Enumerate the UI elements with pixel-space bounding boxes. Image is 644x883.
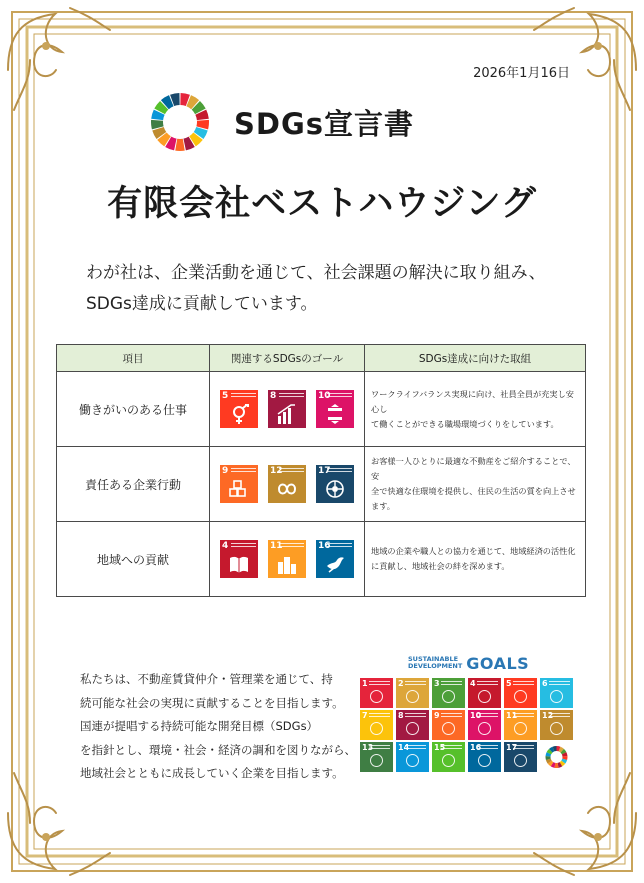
sdg-goal-number: 10 bbox=[318, 391, 331, 401]
poster-goal-12-tile bbox=[540, 710, 573, 740]
desc-line: 全で快適な住環境を提供し、住民の生活の質を向上させ bbox=[371, 486, 576, 496]
poster-goal-10-tile bbox=[468, 710, 501, 740]
sdg-goal-number: 16 bbox=[318, 541, 331, 551]
goal-caption-lines bbox=[369, 681, 390, 685]
poster-goal-number: 1 bbox=[362, 679, 368, 688]
row-item-label: 地域への貢献 bbox=[57, 522, 210, 597]
goal-caption-lines bbox=[477, 713, 498, 717]
poster-goal-number: 15 bbox=[434, 743, 446, 752]
goal-caption-lines bbox=[279, 543, 304, 547]
infinity-icon bbox=[277, 479, 297, 499]
goal-caption-lines bbox=[405, 713, 426, 717]
goal-pictogram-icon bbox=[442, 690, 455, 703]
header-item: 項目 bbox=[57, 345, 210, 372]
goal-caption-lines bbox=[369, 745, 390, 749]
row-item-label: 働きがいのある仕事 bbox=[57, 372, 210, 447]
sdgs-goals-table bbox=[56, 344, 586, 597]
goal-pictogram-icon bbox=[370, 690, 383, 703]
poster-goal-number: 17 bbox=[506, 743, 518, 752]
wheel-segment bbox=[175, 139, 185, 151]
table-header-row bbox=[57, 345, 586, 372]
poster-goal-number: 11 bbox=[506, 711, 518, 720]
row-goal-icons bbox=[210, 372, 365, 447]
poster-goal-13-tile bbox=[360, 742, 393, 772]
goal-caption-lines bbox=[231, 468, 256, 472]
goal-caption-lines bbox=[513, 681, 534, 685]
row-description bbox=[365, 372, 586, 447]
poster-goal-15-tile bbox=[432, 742, 465, 772]
industry-innovation-icon bbox=[229, 479, 249, 499]
goal-caption-lines bbox=[441, 745, 462, 749]
poster-goal-number: 3 bbox=[434, 679, 440, 688]
sdg-goal-number: 12 bbox=[270, 466, 283, 476]
goal-pictogram-icon bbox=[478, 690, 491, 703]
poster-goal-5-tile bbox=[504, 678, 537, 708]
row-description bbox=[365, 522, 586, 597]
poster-goal-11-tile bbox=[504, 710, 537, 740]
reduced-inequality-icon bbox=[325, 404, 345, 424]
goal-pictogram-icon bbox=[478, 754, 491, 767]
goal-caption-lines bbox=[477, 745, 498, 749]
poster-goal-3-tile bbox=[432, 678, 465, 708]
poster-goal-number: 2 bbox=[398, 679, 404, 688]
goal-caption-lines bbox=[369, 713, 390, 717]
sustainable-cities-icon bbox=[277, 554, 297, 574]
lead-line: わが社は、企業活動を通じて、社会課題の解決に取り組み、 bbox=[86, 263, 546, 283]
sdgs-goals-poster bbox=[360, 652, 572, 772]
poster-goal-number: 10 bbox=[470, 711, 482, 720]
poster-development: DEVELOPMENT bbox=[408, 662, 463, 670]
header-related-goals: 関連するSDGsのゴール bbox=[210, 345, 365, 372]
goal-caption-lines bbox=[477, 681, 498, 685]
economic-growth-icon bbox=[277, 404, 297, 424]
sdg-goal-4-tile bbox=[220, 540, 258, 578]
sdg-goal-16-tile bbox=[316, 540, 354, 578]
goal-caption-lines bbox=[231, 543, 256, 547]
poster-sdgs-wheel-icon bbox=[540, 742, 573, 772]
desc-line: ます。 bbox=[371, 501, 395, 511]
poster-title bbox=[360, 652, 572, 674]
poster-goal-17-tile bbox=[504, 742, 537, 772]
closing-line: 国連が提唱する持続可能な開発目標（SDGs） bbox=[80, 719, 319, 733]
declaration-header bbox=[150, 92, 414, 152]
poster-goal-number: 4 bbox=[470, 679, 476, 688]
poster-goal-number: 13 bbox=[362, 743, 374, 752]
sdg-goal-number: 5 bbox=[222, 391, 229, 401]
goal-pictogram-icon bbox=[550, 722, 563, 735]
goal-pictogram-icon bbox=[514, 754, 527, 767]
peace-dove-icon bbox=[325, 554, 345, 574]
goal-caption-lines bbox=[441, 713, 462, 717]
poster-goal-number: 12 bbox=[542, 711, 554, 720]
goal-caption-lines bbox=[441, 681, 462, 685]
sdg-goal-8-tile bbox=[268, 390, 306, 428]
poster-goal-6-tile bbox=[540, 678, 573, 708]
declaration-title: SDGs宣言書 bbox=[234, 106, 415, 141]
lead-statement bbox=[86, 258, 546, 320]
sdg-goal-12-tile bbox=[268, 465, 306, 503]
closing-line: 地域社会とともに成長していく企業を目指します。 bbox=[80, 766, 344, 780]
sdg-goal-10-tile bbox=[316, 390, 354, 428]
sdgs-wheel-logo bbox=[150, 92, 210, 152]
goal-pictogram-icon bbox=[514, 690, 527, 703]
sdg-goal-9-tile bbox=[220, 465, 258, 503]
row-item-label: 責任ある企業行動 bbox=[57, 447, 210, 522]
goal-pictogram-icon bbox=[406, 690, 419, 703]
row-goal-icons bbox=[210, 522, 365, 597]
table-row bbox=[57, 447, 586, 522]
row-description bbox=[365, 447, 586, 522]
goal-pictogram-icon bbox=[514, 722, 527, 735]
goal-pictogram-icon bbox=[406, 754, 419, 767]
sdg-goal-number: 8 bbox=[270, 391, 277, 401]
goal-caption-lines bbox=[327, 468, 352, 472]
desc-line: ワークライフバランス実現に向け、社員全員が充実し安心し bbox=[371, 388, 574, 414]
sdg-goal-17-tile bbox=[316, 465, 354, 503]
poster-goal-number: 8 bbox=[398, 711, 404, 720]
poster-goals: GOALS bbox=[466, 653, 530, 673]
poster-goal-number: 9 bbox=[434, 711, 440, 720]
goal-caption-lines bbox=[327, 543, 352, 547]
closing-line: 私たちは、不動産賃貸仲介・管理業を通じて、持 bbox=[80, 672, 333, 686]
poster-goal-7-tile bbox=[360, 710, 393, 740]
issue-date: 2026年1月16日 bbox=[473, 66, 570, 81]
poster-goal-8-tile bbox=[396, 710, 429, 740]
sdg-goal-5-tile bbox=[220, 390, 258, 428]
sdg-goal-number: 4 bbox=[222, 541, 229, 551]
row-goal-icons bbox=[210, 447, 365, 522]
desc-line: お客様一人ひとりに最適な不動産をご紹介することで、安 bbox=[371, 456, 576, 481]
table-row bbox=[57, 372, 586, 447]
poster-goal-number: 7 bbox=[362, 711, 368, 720]
goal-pictogram-icon bbox=[478, 722, 491, 735]
poster-goal-4-tile bbox=[468, 678, 501, 708]
desc-line: 地域の企業や職人との協力を通じて、地域経済の活性化 bbox=[371, 546, 576, 556]
goal-pictogram-icon bbox=[550, 690, 563, 703]
closing-line: 続可能な社会の実現に貢献することを目指します。 bbox=[80, 695, 344, 710]
poster-goal-2-tile bbox=[396, 678, 429, 708]
desc-line: て働くことができる職場環境づくりをしています。 bbox=[371, 418, 559, 429]
poster-goal-number: 6 bbox=[542, 679, 548, 688]
desc-line: に貢献し、地域社会の絆を深めます。 bbox=[371, 561, 510, 571]
goal-pictogram-icon bbox=[442, 754, 455, 767]
goal-pictogram-icon bbox=[442, 722, 455, 735]
goal-caption-lines bbox=[513, 713, 534, 717]
sdg-goal-11-tile bbox=[268, 540, 306, 578]
company-name: 有限会社ベストハウジング bbox=[107, 184, 537, 224]
sdg-goal-number: 11 bbox=[270, 541, 283, 551]
poster-goal-9-tile bbox=[432, 710, 465, 740]
sdg-goal-number: 9 bbox=[222, 466, 229, 476]
gender-equality-icon bbox=[229, 404, 249, 424]
sdg-goal-number: 17 bbox=[318, 466, 331, 476]
goal-pictogram-icon bbox=[406, 722, 419, 735]
poster-goal-number: 16 bbox=[470, 743, 482, 752]
goal-caption-lines bbox=[405, 745, 426, 749]
goal-caption-lines bbox=[549, 713, 570, 717]
closing-line: を指針とし、環境・社会・経済の調和を図りながら、 bbox=[80, 742, 356, 757]
quality-education-icon bbox=[229, 554, 249, 574]
goal-caption-lines bbox=[405, 681, 426, 685]
partnership-icon bbox=[325, 479, 345, 499]
closing-statement bbox=[80, 668, 356, 786]
lead-line: SDGs達成に貢献しています。 bbox=[86, 294, 318, 314]
goal-caption-lines bbox=[549, 681, 570, 685]
goal-caption-lines bbox=[327, 393, 352, 397]
poster-goal-number: 5 bbox=[506, 679, 512, 688]
poster-sustainable: SUSTAINABLE bbox=[408, 655, 459, 663]
poster-goal-16-tile bbox=[468, 742, 501, 772]
poster-goal-number: 14 bbox=[398, 743, 410, 752]
table-row bbox=[57, 522, 586, 597]
poster-goal-1-tile bbox=[360, 678, 393, 708]
goal-caption-lines bbox=[513, 745, 534, 749]
goal-pictogram-icon bbox=[370, 754, 383, 767]
goal-caption-lines bbox=[279, 393, 304, 397]
poster-goal-grid bbox=[360, 678, 572, 772]
goal-caption-lines bbox=[231, 393, 256, 397]
goal-pictogram-icon bbox=[370, 722, 383, 735]
goal-caption-lines bbox=[279, 468, 304, 472]
poster-goal-14-tile bbox=[396, 742, 429, 772]
header-initiatives: SDGs達成に向けた取組 bbox=[365, 345, 586, 372]
